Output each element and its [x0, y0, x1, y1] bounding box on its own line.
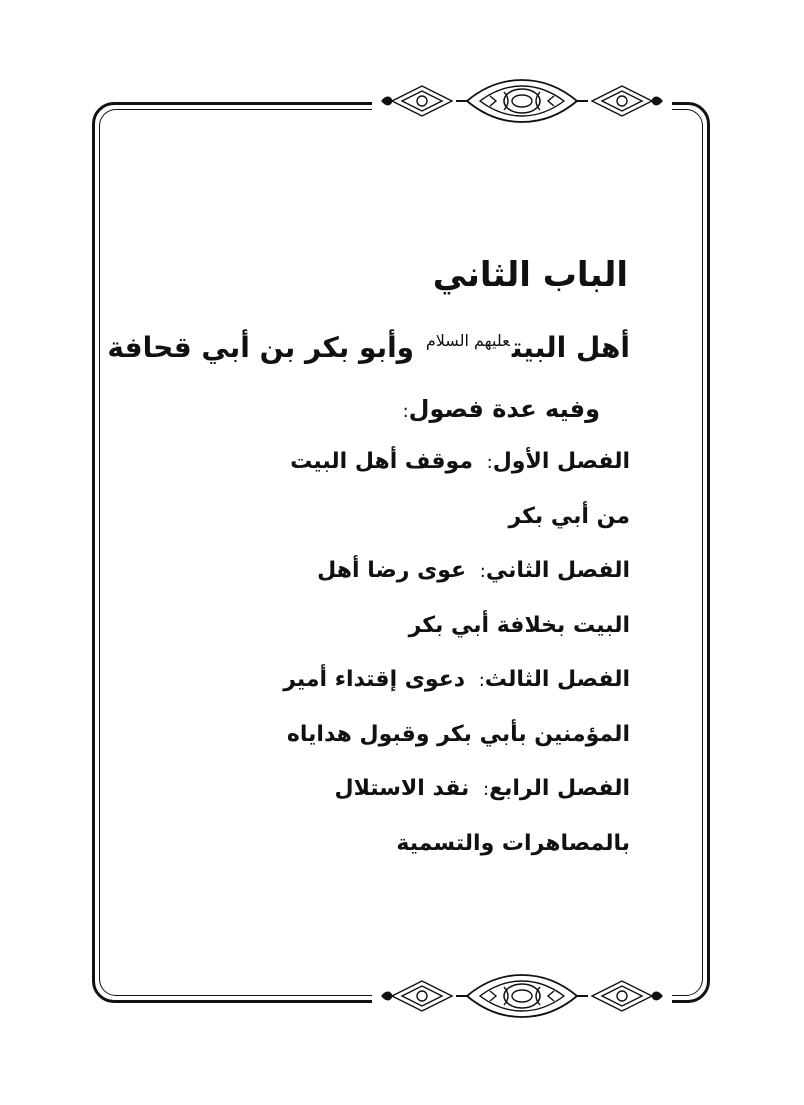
section-item-4 [258, 762, 630, 871]
section-text: دعوى إقتداء أمير المؤمنين بأبي بكر وقبول هداياه [283, 666, 630, 747]
section-text: موقف أهل البيت من أبي بكر [290, 448, 630, 529]
chapter-title: الباب الثاني [432, 255, 628, 295]
chapter-content [107, 255, 630, 871]
section-colon: : [479, 560, 486, 582]
subtitle-main: أهل البيت [511, 330, 630, 364]
chapter-subtitle [107, 330, 630, 365]
section-text: نقد الاستلال بالمصاهرات والتسمية [334, 775, 630, 856]
arabesque-ornament-icon [372, 78, 672, 124]
intro-text: وفيه عدة فصول [408, 394, 600, 423]
section-item-1 [258, 435, 630, 544]
section-colon: : [482, 778, 490, 800]
section-label: الفصل الثالث [484, 666, 630, 692]
section-label: الفصل الرابع [489, 775, 630, 801]
intro-colon: : [402, 400, 409, 422]
section-colon: : [478, 669, 485, 691]
section-item-3 [258, 653, 630, 762]
honorific-mark: عليهم السلام [425, 331, 510, 351]
sections-intro [130, 395, 600, 423]
section-label: الفصل الثاني [485, 557, 630, 583]
section-colon: : [486, 451, 493, 473]
section-text: عوى رضا أهل البيت بخلافة أبي بكر [317, 557, 630, 638]
arabesque-ornament-icon [372, 973, 672, 1019]
section-item-2 [258, 544, 630, 653]
section-label: الفصل الأول [492, 448, 630, 474]
subtitle-rest: وأبو بكر بن أبي قحافة [107, 330, 415, 364]
